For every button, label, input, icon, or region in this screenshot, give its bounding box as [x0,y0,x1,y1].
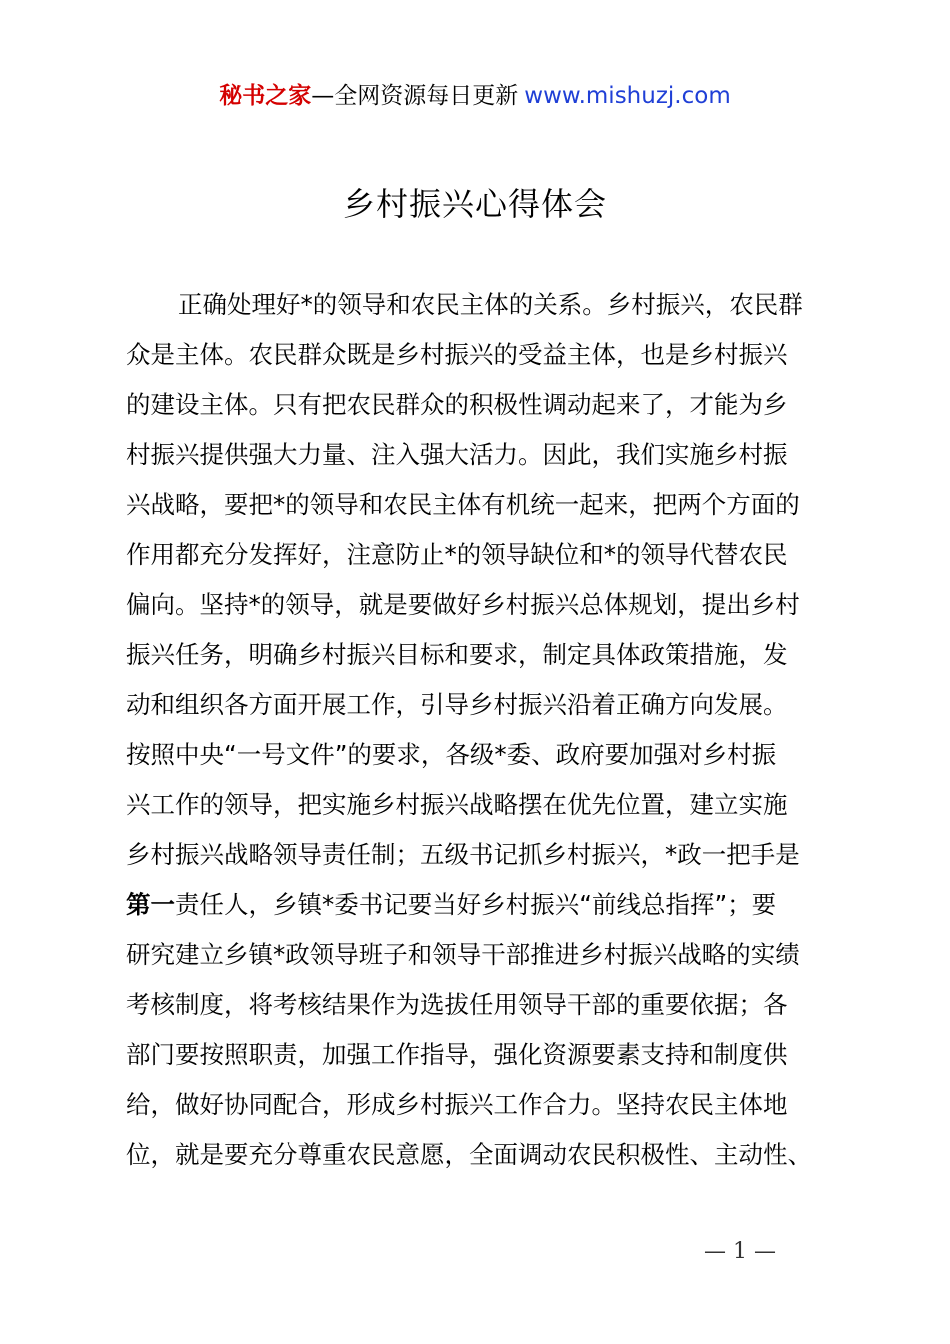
body-line [126,880,836,930]
body-line: 偏向。坚持*的领导，就是要做好乡村振兴总体规划，提出乡村 [126,590,800,619]
body-line: 众是主体。农民群众既是乡村振兴的受益主体，也是乡村振兴 [126,340,788,369]
body-line-rest: 责任人，乡镇*委书记要当好乡村振兴“前线总指挥”；要 [175,890,777,919]
body-line: 给，做好协同配合，形成乡村振兴工作合力。坚持农民主体地 [126,1090,788,1119]
site-header [0,80,950,112]
bold-emphasis: 第一 [126,890,175,919]
document-body [126,280,836,1180]
page-number: — 1 — [704,1239,776,1264]
body-line: 动和组织各方面开展工作，引导乡村振兴沿着正确方向发展。 [126,690,788,719]
body-line: 作用都充分发挥好，注意防止*的领导缺位和*的领导代替农民 [126,540,788,569]
site-url-link[interactable]: www.mishuzj.com [524,83,731,109]
body-line: 乡村振兴战略领导责任制；五级书记抓乡村振兴，*政一把手是 [126,840,800,869]
body-line: 位，就是要充分尊重农民意愿，全面调动农民积极性、主动性、 [126,1140,812,1169]
body-line: 兴战略，要把*的领导和农民主体有机统一起来，把两个方面的 [126,490,800,519]
body-line: 村振兴提供强大力量、注入强大活力。因此，我们实施乡村振 [126,440,788,469]
document-title: 乡村振兴心得体会 [342,185,607,223]
site-tagline: —全网资源每日更新 [311,83,519,109]
body-line: 的建设主体。只有把农民群众的积极性调动起来了，才能为乡 [126,390,788,419]
body-line: 考核制度，将考核结果作为选拔任用领导干部的重要依据；各 [126,990,788,1019]
body-line: 正确处理好*的领导和农民主体的关系。乡村振兴，农民群 [178,290,803,319]
brand-name: 秘书之家 [219,83,312,109]
body-line: 振兴任务，明确乡村振兴目标和要求，制定具体政策措施，发 [126,640,788,669]
body-line: 研究建立乡镇*政领导班子和领导干部推进乡村振兴战略的实绩 [126,940,800,969]
body-line: 兴工作的领导，把实施乡村振兴战略摆在优先位置，建立实施 [126,790,788,819]
body-line: 按照中央“一号文件”的要求，各级*委、政府要加强对乡村振 [126,740,777,769]
body-line: 部门要按照职责，加强工作指导，强化资源要素支持和制度供 [126,1040,788,1069]
